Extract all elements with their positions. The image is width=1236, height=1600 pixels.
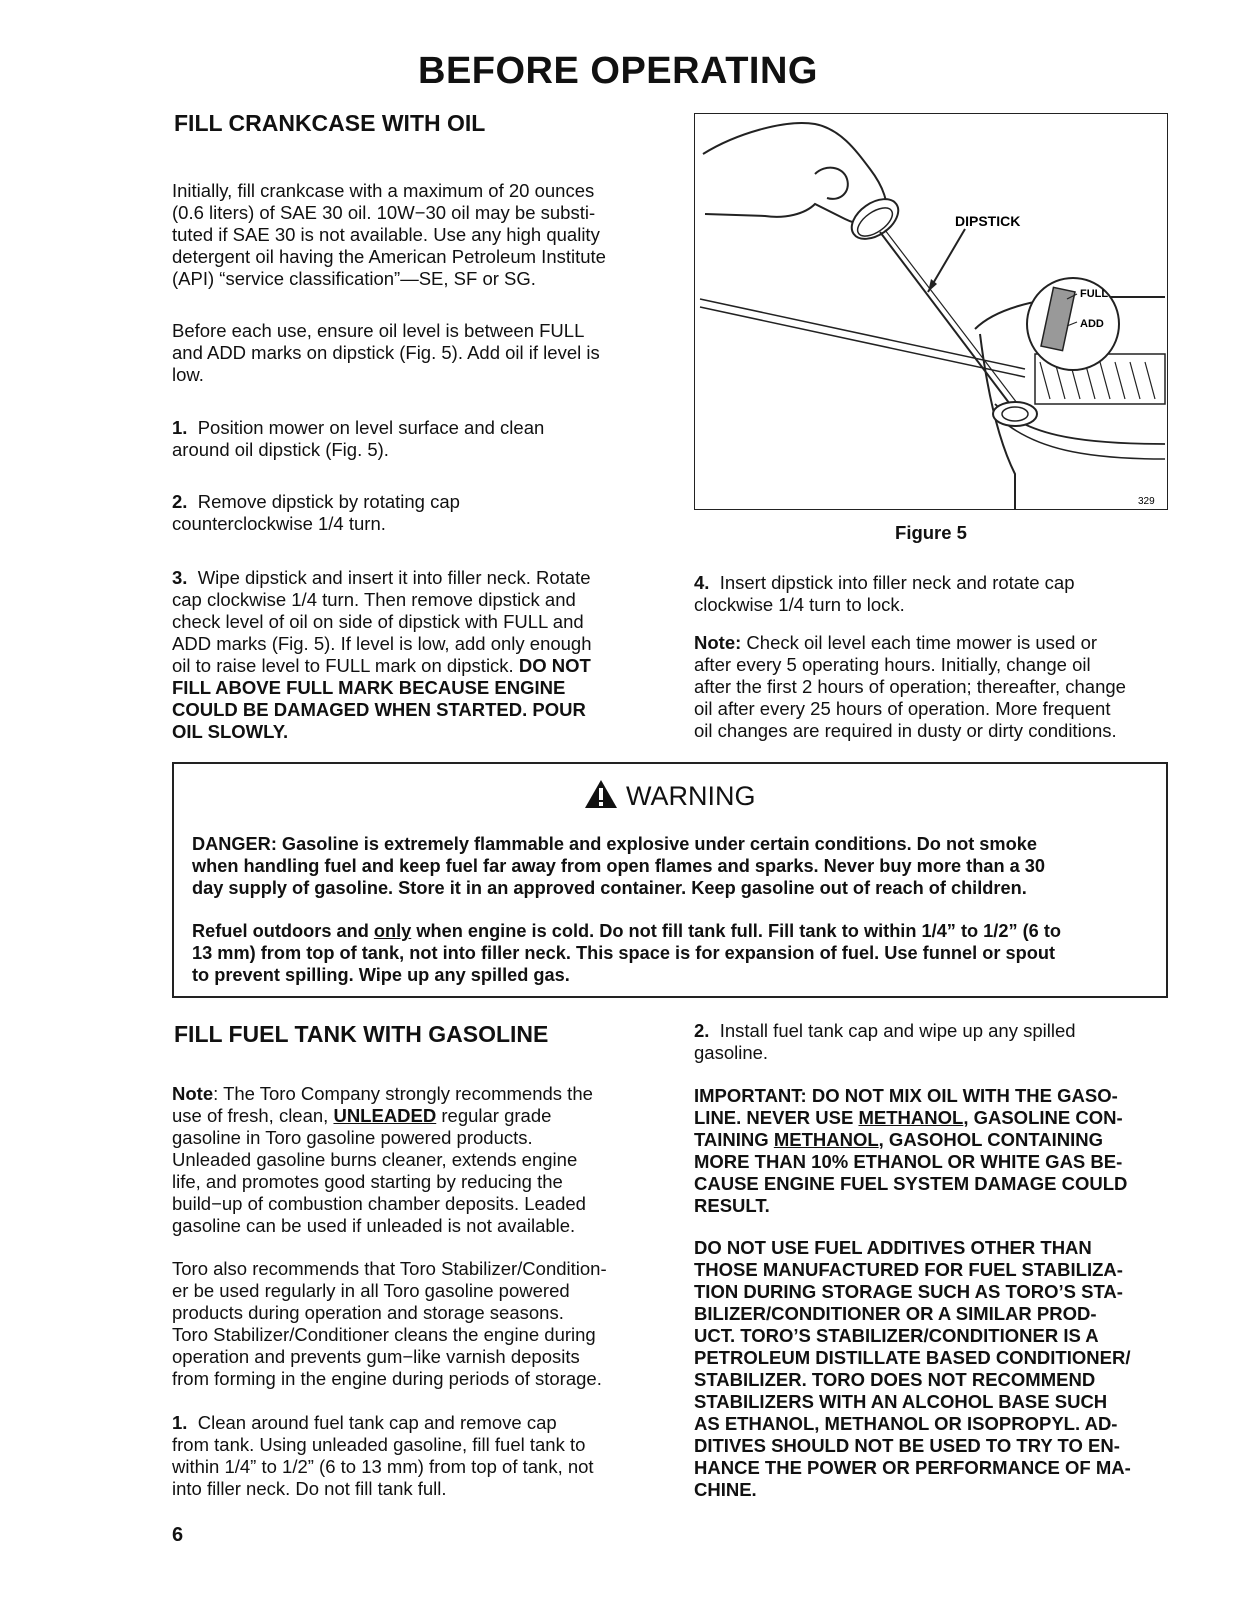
figure-ref-number: 329	[1138, 496, 1155, 507]
crankcase-para2: Before each use, ensure oil level is between FULL and ADD marks on dipstick (Fig. 5). Add oil if level is low.	[172, 320, 600, 385]
oil-check-note: Note: Check oil level each time mower is used or after every 5 operating hours. Initially, change oil after the first 2 hours of operation; thereafter, change oil after every 25 hours of operation. More frequent oil changes are required in dusty or dirty conditions.	[694, 632, 1126, 741]
crankcase-para1: Initially, fill crankcase with a maximum of 20 ounces (0.6 liters) of SAE 30 oil. 10W−30 oil may be substi- tuted if SAE 30 is not available. Use any high quality detergent oil having the American Petroleum Institute (API) “service classification”—SE, SF or SG.	[172, 180, 606, 289]
page-number: 6	[172, 1524, 184, 1546]
dipstick-illustration	[695, 114, 1167, 509]
fuel-step2: 2. Install fuel tank cap and wipe up any spilled gasoline.	[694, 1020, 1076, 1063]
warning-triangle-icon	[584, 779, 618, 809]
additives-notice: DO NOT USE FUEL ADDITIVES OTHER THAN THOSE MANUFACTURED FOR FUEL STABILIZA- TION DURING STORAGE SUCH AS TORO’S STA- BILIZER/CONDITIONER OR A SIMILAR PROD- UCT. TORO’S STABILIZER/CONDITIONER IS A PETROLEUM DISTILLATE BASED CONDITIONER/ STABILIZER. TORO DOES NOT RECOMMEND STABILIZERS WITH AN ALCOHOL BASE SUCH AS ETHANOL, METHANOL OR ISOPROPYL. AD- DITIVES SHOULD NOT BE USED TO TRY TO EN- HANCE THE POWER OR PERFORMANCE OF MA- CHINE.	[694, 1237, 1131, 1500]
crankcase-step1: 1. Position mower on level surface and clean around oil dipstick (Fig. 5).	[172, 417, 545, 460]
fuel-heading: FILL FUEL TANK WITH GASOLINE	[174, 1021, 549, 1047]
crankcase-step4: 4. Insert dipstick into filler neck and rotate cap clockwise 1/4 turn to lock.	[694, 572, 1075, 615]
warning-danger-text: DANGER: Gasoline is extremely flammable and explosive under certain conditions. Do not smoke when handling fuel and keep fuel far away from open flames and sparks. Never buy more than a 30 day supply of gasoline. Store it in an approved container. Keep gasoline out of reach of children.	[192, 834, 1046, 898]
figure-5-dipstick	[694, 113, 1168, 510]
crankcase-heading: FILL CRANKCASE WITH OIL	[174, 110, 486, 136]
add-mark-label: ADD	[1080, 318, 1104, 330]
crankcase-step2: 2. Remove dipstick by rotating cap counterclockwise 1/4 turn.	[172, 491, 460, 534]
warning-refuel-text: Refuel outdoors and only when engine is cold. Do not fill tank full. Fill tank to within 1/4” to 1/2” (6 to 13 mm) from top of tank, not into filler neck. This space is for expansion of fuel. Use funnel or spout to prevent spilling. Wipe up any spilled gas.	[192, 921, 1061, 985]
warning-heading: WARNING	[174, 779, 1166, 812]
full-mark-label: FULL	[1080, 288, 1109, 300]
fuel-note: Note: The Toro Company strongly recommends the use of fresh, clean, UNLEADED regular grade gasoline in Toro gasoline powered products. Unleaded gasoline burns cleaner, extends engine life, and promotes good starting by reducing the build−up of combustion chamber deposits. Leaded gasoline can be used if unleaded is not available.	[172, 1083, 593, 1236]
warning-box	[172, 762, 1168, 998]
dipstick-label: DIPSTICK	[955, 213, 1021, 229]
page-title: BEFORE OPERATING	[418, 50, 818, 92]
crankcase-step3: 3. Wipe dipstick and insert it into filler neck. Rotate cap clockwise 1/4 turn. Then remove dipstick and check level of oil on side of dipstick with FULL and ADD marks (Fig. 5). If level is low, add only enough oil to raise level to FULL mark on dipstick. DO NOT FILL ABOVE FULL MARK BECAUSE ENGINE COULD BE DAMAGED WHEN STARTED. POUR OIL SLOWLY.	[172, 567, 592, 742]
fuel-step1: 1. Clean around fuel tank cap and remove cap from tank. Using unleaded gasoline, fill fuel tank to within 1/4” to 1/2” (6 to 13 mm) from top of tank, not into filler neck. Do not fill tank full.	[172, 1412, 594, 1499]
stabilizer-para: Toro also recommends that Toro Stabilizer/Condition- er be used regularly in all Toro gasoline powered products during operation and storage seasons. Toro Stabilizer/Conditioner cleans the engine during operation and prevents gum−like varnish deposits from forming in the engine during periods of storage.	[172, 1258, 607, 1389]
important-notice: IMPORTANT: DO NOT MIX OIL WITH THE GASO- LINE. NEVER USE METHANOL, GASOLINE CON- TAINING METHANOL, GASOHOL CONTAINING MORE THAN 10% ETHANOL OR WHITE GAS BE- CAUSE ENGINE FUEL SYSTEM DAMAGE COULD RESULT.	[694, 1085, 1128, 1216]
figure-caption: Figure 5	[895, 522, 967, 543]
